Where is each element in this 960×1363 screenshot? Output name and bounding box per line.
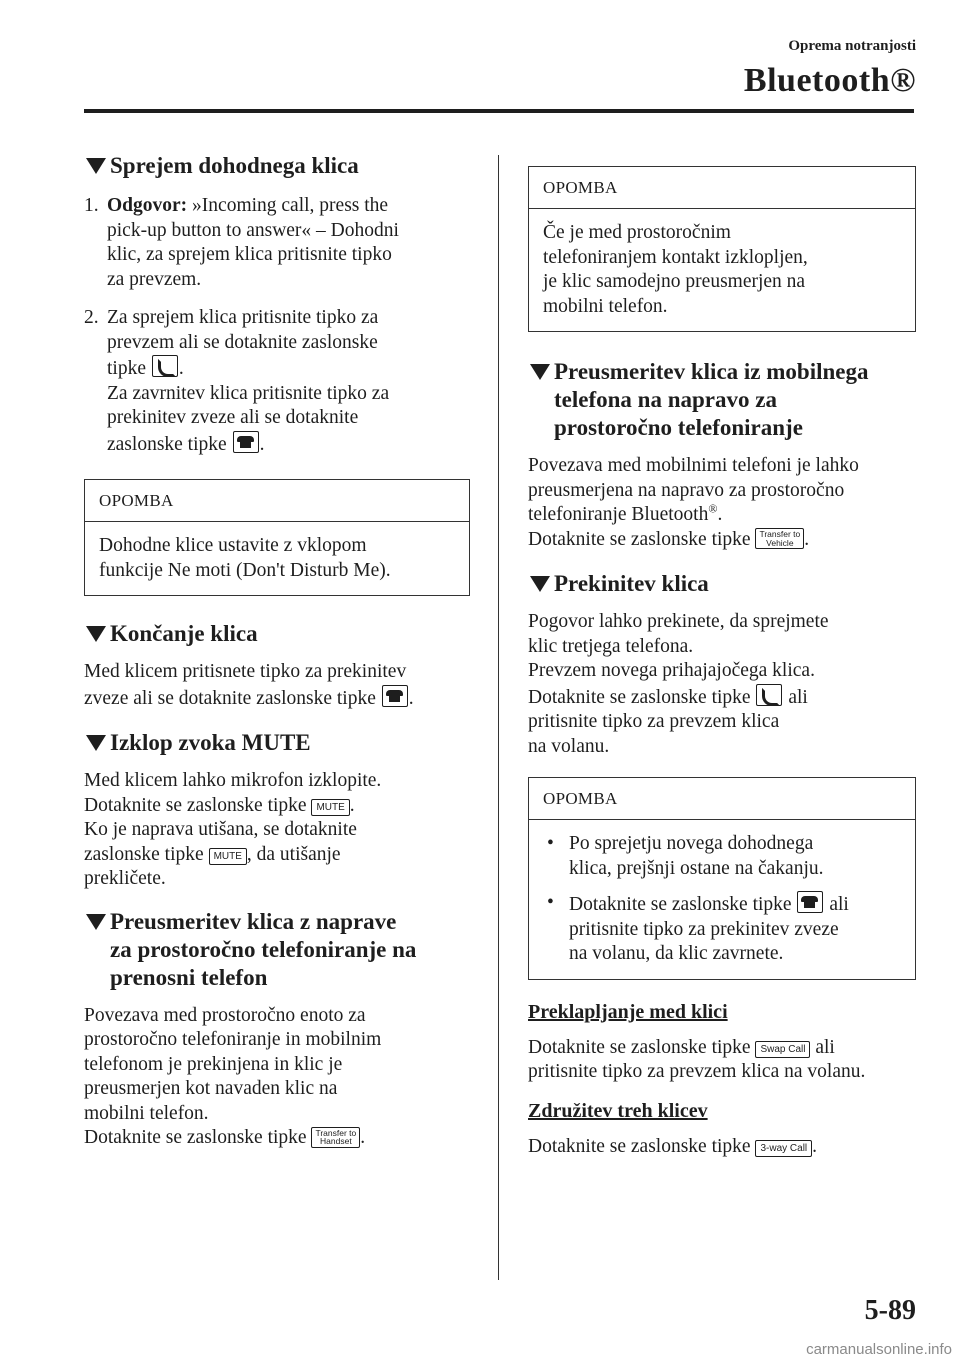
transfer-to-vehicle-key-label: Transfer to Vehicle xyxy=(755,528,804,549)
pickup-phone-icon xyxy=(756,684,782,706)
list-item: • Dotaknite se zaslonske tipke ali pritisnite tipko za prekinitev zveze na volanu, da klic zavrnete. xyxy=(547,892,849,964)
section-title: Oprema notranjosti xyxy=(788,38,916,54)
triangle-marker-icon xyxy=(86,735,106,751)
note-title: OPOMBA xyxy=(85,480,469,522)
heading-call-waiting: Prekinitev klica xyxy=(528,570,916,598)
paragraph: Med klicem lahko mikrofon izklopite. Dotaknite se zaslonske tipke MUTE . Ko je naprava utišana, se dotaknite zaslonske tipke MUTE , da utišanje prekličete. xyxy=(84,770,382,889)
paragraph: Povezava med prostoročno enoto za prostoročno telefoniranje in mobilnim telefonom je prekinjena in klic je preusmerjen kot navaden klic na mobilni telefon. Dotaknite se zaslonske tipke Transfer to Handset . xyxy=(84,1004,382,1148)
watermark: carmanualsonline.info xyxy=(806,1341,952,1358)
note-box: OPOMBA Če je med prostoročnim telefoniranjem kontakt izklopljen, je klic samodejno preusmerjen na mobilni telefon. xyxy=(528,166,916,332)
paragraph: Dotaknite se zaslonske tipke Swap Call ali pritisnite tipko za prevzem klica na volanu. xyxy=(528,1036,866,1082)
paragraph: Povezava med mobilnimi telefoni je lahko preusmerjena na napravo za prostoročno telefoniranje Bluetooth®. Dotaknite se zaslonske tipke Transfer to Vehicle . xyxy=(528,455,859,550)
heading-incoming-call: Sprejem dohodnega klica xyxy=(84,152,470,180)
triangle-marker-icon xyxy=(530,576,550,592)
transfer-to-handset-key-label: Transfer to Handset xyxy=(311,1127,360,1148)
hangup-phone-icon xyxy=(797,891,823,913)
paragraph: Med klicem pritisnete tipko za prekinitev zveze ali se dotaknite zaslonske tipke . xyxy=(84,661,414,709)
triangle-marker-icon xyxy=(86,158,106,174)
heading-transfer-to-vehicle: Preusmeritev klica iz mobilnega telefona na napravo za prostoročno telefoniranje xyxy=(528,358,916,442)
list-item: • Po sprejetju novega dohodnega klica, prejšnji ostane na čakanju. xyxy=(547,833,824,879)
list-item: 2. Za sprejem klica pritisnite tipko za prevzem ali se dotaknite zaslonske tipke . Za zavrnitev klica pritisnite tipko za prekinitev zveze ali se dotaknite zaslonske tipke . xyxy=(84,307,390,455)
left-column xyxy=(84,152,470,1151)
mute-key-label: MUTE xyxy=(209,848,247,865)
triangle-marker-icon xyxy=(86,626,106,642)
heading-end-call: Končanje klica xyxy=(84,620,470,648)
three-way-call-key-label: 3-way Call xyxy=(755,1140,812,1157)
heading-transfer-to-handset: Preusmeritev klica z naprave za prostoročno telefoniranje na prenosni telefon xyxy=(84,908,470,992)
hangup-phone-icon xyxy=(233,431,259,453)
right-column xyxy=(528,166,916,1159)
paragraph: Dotaknite se zaslonske tipke 3-way Call . xyxy=(528,1135,818,1157)
pickup-phone-icon xyxy=(152,355,178,377)
subheading-three-way: Združitev treh klicev xyxy=(528,1099,708,1122)
page-title: Bluetooth® xyxy=(743,62,916,99)
hangup-phone-icon xyxy=(382,685,408,707)
list-item: 1. Odgovor: »Incoming call, press the pick-up button to answer« – Dohodni klic, za sprejem klica pritisnite tipko za prevzem. xyxy=(84,195,399,290)
swap-call-key-label: Swap Call xyxy=(755,1041,810,1058)
triangle-marker-icon xyxy=(86,914,106,930)
header-rule xyxy=(84,109,914,113)
note-title: OPOMBA xyxy=(529,778,915,820)
mute-key-label: MUTE xyxy=(311,799,349,816)
paragraph: Pogovor lahko prekinete, da sprejmete klic tretjega telefona. Prevzem novega prihajajočega klica. Dotaknite se zaslonske tipke ali pritisnite tipko za prevzem klica na volanu. xyxy=(528,611,829,757)
page-number: 5-89 xyxy=(864,1295,916,1326)
note-title: OPOMBA xyxy=(529,167,915,209)
note-box xyxy=(528,777,916,980)
triangle-marker-icon xyxy=(530,364,550,380)
subheading-swap-calls: Preklapljanje med klici xyxy=(528,1000,728,1023)
note-box: OPOMBA Dohodne klice ustavite z vklopom funkcije Ne moti (Don't Disturb Me). xyxy=(84,479,470,596)
column-divider xyxy=(498,155,499,1280)
heading-mute: Izklop zvoka MUTE xyxy=(84,729,470,757)
